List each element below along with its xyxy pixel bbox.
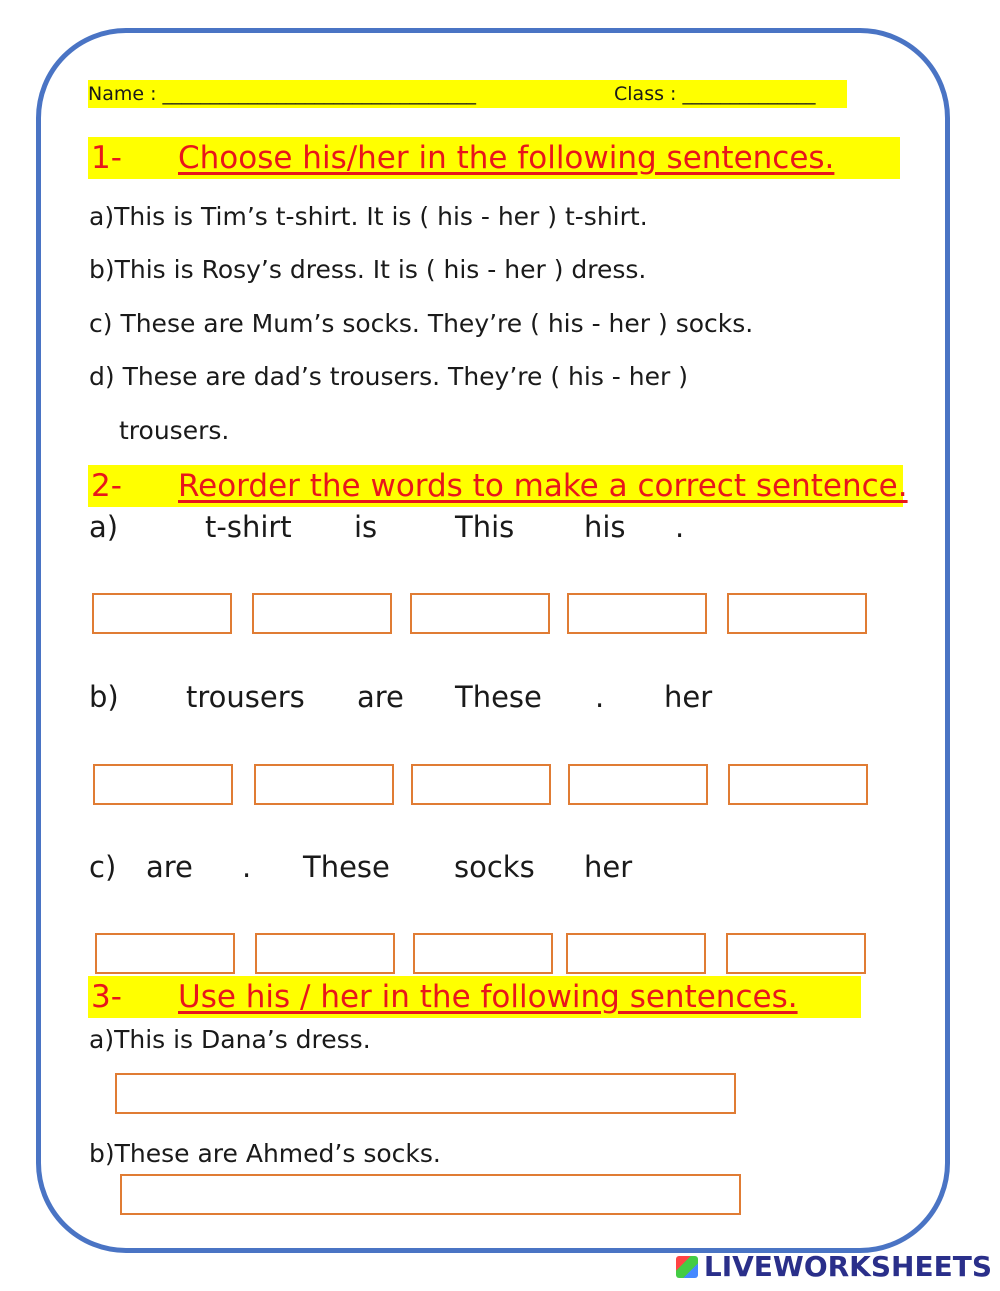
s1-item-b: b)This is Rosy’s dress. It is ( his - her ) dress.: [89, 255, 647, 284]
s2b-answer-box[interactable]: [411, 764, 551, 805]
s3a-answer-box[interactable]: [115, 1073, 736, 1114]
section3-title: Use his / her in the following sentences.: [178, 979, 798, 1015]
s2b-answer-box[interactable]: [254, 764, 394, 805]
s2c-answer-box[interactable]: [726, 933, 866, 974]
section2-number: 2-: [91, 468, 122, 504]
s2b-word: These: [455, 680, 542, 714]
s2c-answer-box[interactable]: [413, 933, 553, 974]
s2a-word: his: [584, 510, 626, 544]
s2b-answer-box[interactable]: [728, 764, 868, 805]
s1-item-d: d) These are dad’s trousers. They’re ( his - her ): [89, 362, 688, 391]
s3b-answer-box[interactable]: [120, 1174, 741, 1215]
s1-item-c: c) These are Mum’s socks. They’re ( his - her ) socks.: [89, 309, 754, 338]
section1-title: Choose his/her in the following sentences.: [178, 140, 835, 176]
s2c-word: her: [584, 850, 633, 884]
name-class-bar: [88, 80, 847, 108]
s2a-answer-box[interactable]: [92, 593, 232, 634]
s2a-word: This: [455, 510, 515, 544]
liveworksheets-logo-icon: [676, 1256, 698, 1278]
s3-item-b: b)These are Ahmed’s socks.: [89, 1139, 441, 1168]
s2b-word: trousers: [186, 680, 305, 714]
section1-number: 1-: [91, 140, 122, 176]
s2c-label: c): [89, 850, 117, 884]
s2c-answer-box[interactable]: [566, 933, 706, 974]
s1-item-a: a)This is Tim’s t-shirt. It is ( his - her ) t-shirt.: [89, 202, 648, 231]
s2b-word: .: [595, 680, 605, 714]
s2a-word: is: [354, 510, 378, 544]
s2a-answer-box[interactable]: [410, 593, 550, 634]
class-field[interactable]: Class : ______________: [614, 83, 816, 105]
s2a-word: t-shirt: [205, 510, 292, 544]
liveworksheets-logo: [676, 1250, 992, 1283]
s2c-answer-box[interactable]: [95, 933, 235, 974]
section1-heading: [88, 137, 900, 179]
s2c-word: .: [242, 850, 252, 884]
s2c-word: These: [303, 850, 390, 884]
s2a-label: a): [89, 510, 119, 544]
s2b-word: her: [664, 680, 713, 714]
s3-item-a: a)This is Dana’s dress.: [89, 1025, 371, 1054]
s2c-answer-box[interactable]: [255, 933, 395, 974]
section2-title: Reorder the words to make a correct sentence.: [178, 468, 908, 504]
s2b-answer-box[interactable]: [568, 764, 708, 805]
s2a-word: .: [675, 510, 685, 544]
s2a-answer-box[interactable]: [252, 593, 392, 634]
s1-item-d-cont: trousers.: [119, 416, 230, 445]
name-field[interactable]: Name : _________________________________: [88, 83, 477, 105]
s2b-label: b): [89, 680, 119, 714]
s2b-word: are: [357, 680, 404, 714]
section3-heading: [88, 976, 861, 1018]
logo-text: LIVEWORKSHEETS: [703, 1250, 992, 1283]
s2a-answer-box[interactable]: [567, 593, 707, 634]
s2c-word: socks: [454, 850, 535, 884]
section2-heading: [88, 465, 908, 507]
s2c-word: are: [146, 850, 193, 884]
s2b-answer-box[interactable]: [93, 764, 233, 805]
s2a-answer-box[interactable]: [727, 593, 867, 634]
section3-number: 3-: [91, 979, 122, 1015]
